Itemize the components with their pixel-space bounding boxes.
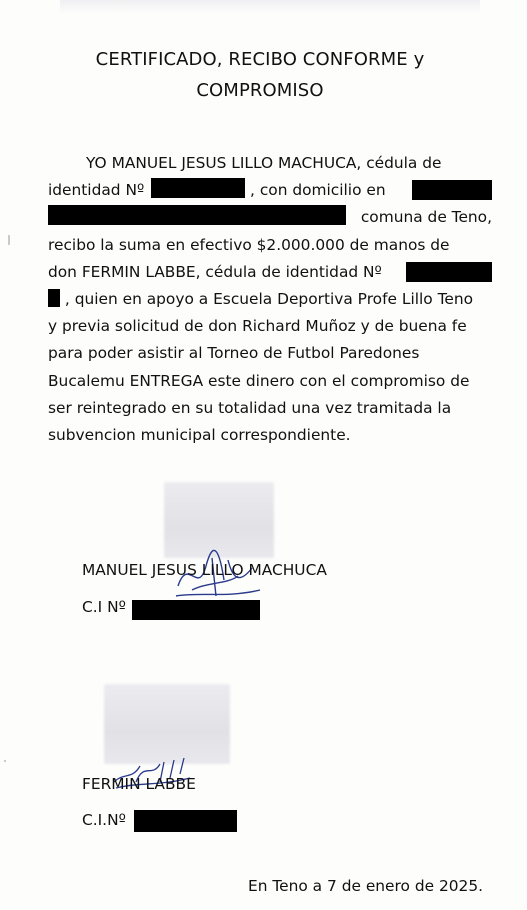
body-line <box>48 259 492 286</box>
body-line <box>48 395 492 422</box>
signer-name-1: MANUEL JESUS LILLO MACHUCA <box>82 561 327 579</box>
certificate-body <box>48 150 492 449</box>
body-line <box>48 177 492 204</box>
body-line <box>48 340 492 367</box>
signer-id-label-2: C.I.Nº <box>82 811 126 829</box>
body-text: recibo la suma en efectivo $2.000.000 de manos de <box>48 235 450 254</box>
body-text: identidad Nº <box>48 181 145 200</box>
body-line <box>48 422 492 449</box>
document-date: En Teno a 7 de enero de 2025. <box>248 877 484 895</box>
body-line <box>48 204 492 231</box>
body-line <box>48 313 492 340</box>
redacted-id-number <box>151 178 245 198</box>
body-text: Bucalemu ENTREGA este dinero con el compromiso de <box>48 371 470 390</box>
scan-speck <box>8 235 10 245</box>
body-text: don FERMIN LABBE, cédula de identidad Nº <box>48 262 382 281</box>
scan-speck <box>4 760 6 762</box>
scan-shadow <box>60 0 480 14</box>
redacted-id-number <box>48 289 60 307</box>
body-text: , quien en apoyo a Escuela Deportiva Profe Lillo Teno <box>64 289 474 308</box>
body-text: ser reintegrado en su totalidad una vez tramitada la <box>48 398 452 417</box>
body-text: para poder asistir al Torneo de Futbol Paredones <box>48 344 420 363</box>
body-text: y previa solicitud de don Richard Muñoz y de buena fe <box>48 317 467 336</box>
body-text: , con domicilio en <box>250 181 386 200</box>
redacted-id-number <box>132 600 260 620</box>
body-line <box>48 232 492 259</box>
body-line <box>48 150 492 177</box>
body-text: YO MANUEL JESUS LILLO MACHUCA, cédula de <box>86 154 442 172</box>
document-title-line1: CERTIFICADO, RECIBO CONFORME y <box>95 49 425 70</box>
body-text: subvencion municipal correspondiente. <box>48 425 351 444</box>
signer-id-label-1: C.I Nº <box>82 598 126 616</box>
body-line <box>48 368 492 395</box>
body-text: comuna de Teno, <box>360 208 492 227</box>
redacted-address <box>412 180 492 200</box>
redacted-id-number <box>406 262 492 282</box>
signer-name-2: FERMIN LABBE <box>82 775 196 793</box>
redacted-address <box>48 205 346 225</box>
body-line <box>48 286 492 313</box>
redacted-id-number <box>134 810 237 832</box>
document-title-line2: COMPROMISO <box>196 80 324 101</box>
